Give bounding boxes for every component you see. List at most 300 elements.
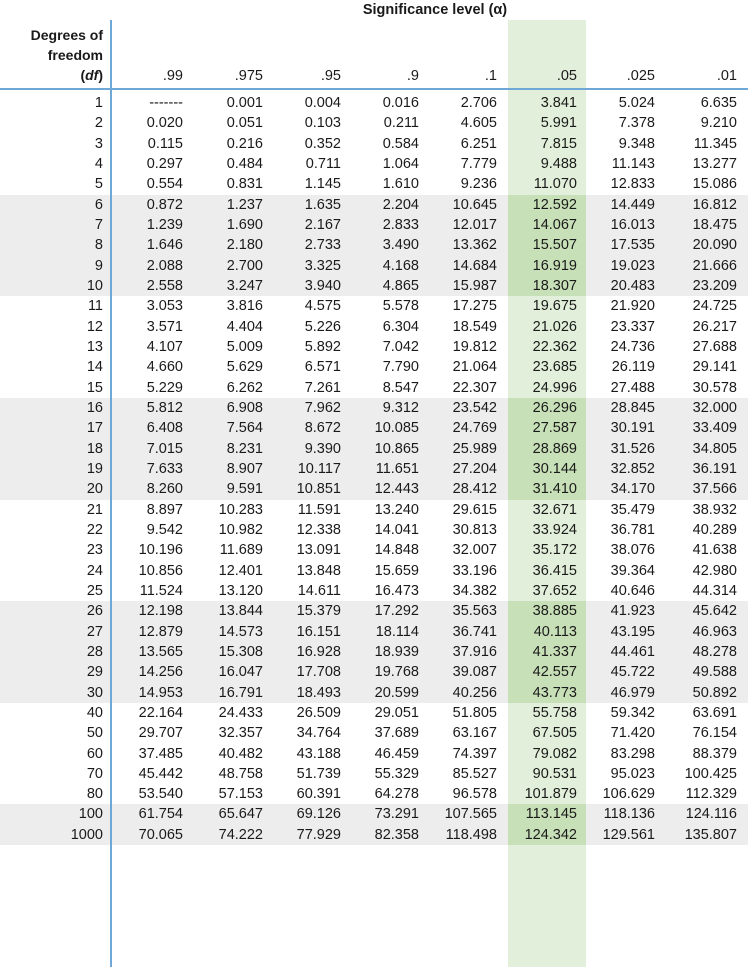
table-row bbox=[0, 256, 748, 276]
value-cell: 12.401 bbox=[218, 562, 263, 579]
table-row bbox=[0, 703, 748, 723]
value-cell: 0.554 bbox=[146, 176, 183, 193]
value-cell: 2.733 bbox=[304, 237, 341, 254]
value-cell: 0.216 bbox=[226, 135, 263, 152]
value-cell: 26.509 bbox=[296, 704, 341, 721]
value-cell: 27.488 bbox=[610, 379, 655, 396]
value-cell: 7.378 bbox=[618, 115, 655, 132]
value-cell: 13.362 bbox=[452, 237, 497, 254]
value-cell: 36.781 bbox=[610, 521, 655, 538]
value-cell: 51.739 bbox=[296, 765, 341, 782]
df-cell: 1000 bbox=[70, 826, 103, 843]
value-cell: 22.362 bbox=[532, 338, 577, 355]
value-cell: 16.919 bbox=[508, 256, 586, 276]
df-cell: 3 bbox=[94, 135, 103, 152]
value-cell: 6.635 bbox=[700, 95, 737, 111]
value-cell: 18.549 bbox=[452, 318, 497, 335]
value-cell: 49.588 bbox=[692, 664, 737, 681]
value-cell: 7.815 bbox=[540, 135, 577, 152]
df-cell: 2 bbox=[94, 115, 103, 132]
value-cell: 0.211 bbox=[383, 115, 419, 132]
value-cell: 24.433 bbox=[218, 704, 263, 721]
value-cell: 17.535 bbox=[610, 237, 655, 254]
table-row bbox=[0, 154, 748, 174]
value-cell: 29.051 bbox=[374, 704, 419, 721]
value-cell: ------- bbox=[149, 95, 183, 111]
value-cell: 37.485 bbox=[138, 745, 183, 762]
value-cell: 17.708 bbox=[296, 664, 341, 681]
value-cell: 129.561 bbox=[602, 826, 655, 843]
value-cell: 5.629 bbox=[226, 359, 263, 376]
value-cell: 33.924 bbox=[532, 521, 577, 538]
value-cell: 4.168 bbox=[382, 257, 419, 274]
value-cell: 5.024 bbox=[618, 95, 655, 111]
value-cell: 10.856 bbox=[138, 562, 183, 579]
value-cell: 11.143 bbox=[611, 155, 655, 172]
value-cell: 35.563 bbox=[452, 603, 497, 620]
value-cell: 35.172 bbox=[532, 542, 577, 559]
value-cell: 36.415 bbox=[532, 562, 577, 579]
value-cell: 0.831 bbox=[226, 176, 263, 193]
value-cell: 113.145 bbox=[508, 804, 586, 824]
alpha-header-7: .01 bbox=[716, 68, 737, 84]
value-cell: 18.114 bbox=[375, 623, 419, 640]
value-cell: 7.042 bbox=[382, 338, 419, 355]
value-cell: 9.542 bbox=[146, 521, 183, 538]
value-cell: 12.833 bbox=[610, 176, 655, 193]
value-cell: 2.706 bbox=[460, 95, 497, 111]
value-cell: 12.443 bbox=[374, 481, 419, 498]
table-row bbox=[0, 439, 748, 459]
value-cell: 23.337 bbox=[610, 318, 655, 335]
value-cell: 45.722 bbox=[610, 664, 655, 681]
value-cell: 77.929 bbox=[296, 826, 341, 843]
value-cell: 100.425 bbox=[684, 765, 737, 782]
value-cell: 26.217 bbox=[692, 318, 737, 335]
value-cell: 8.547 bbox=[382, 379, 419, 396]
alpha-header-6: .025 bbox=[626, 68, 655, 84]
value-cell: 19.675 bbox=[532, 298, 577, 315]
value-cell: 6.571 bbox=[304, 359, 341, 376]
value-cell: 16.791 bbox=[218, 684, 263, 701]
value-cell: 118.136 bbox=[603, 806, 655, 823]
value-cell: 24.736 bbox=[610, 338, 655, 355]
value-cell: 2.088 bbox=[146, 257, 183, 274]
value-cell: 1.635 bbox=[304, 196, 341, 213]
value-cell: 7.261 bbox=[304, 379, 341, 396]
table-row bbox=[0, 337, 748, 357]
value-cell: 23.209 bbox=[692, 277, 737, 294]
df-cell: 10 bbox=[86, 277, 103, 294]
table-row bbox=[0, 520, 748, 540]
value-cell: 61.754 bbox=[138, 806, 183, 823]
value-cell: 5.009 bbox=[226, 338, 263, 355]
value-cell: 8.907 bbox=[226, 460, 263, 477]
value-cell: 10.865 bbox=[374, 440, 419, 457]
value-cell: 11.689 bbox=[219, 542, 263, 559]
value-cell: 29.615 bbox=[452, 501, 497, 518]
value-cell: 20.599 bbox=[374, 684, 419, 701]
table-row bbox=[0, 113, 748, 133]
value-cell: 9.312 bbox=[382, 399, 419, 416]
value-cell: 18.939 bbox=[374, 643, 419, 660]
value-cell: 76.154 bbox=[692, 725, 737, 742]
df-cell: 40 bbox=[86, 704, 103, 721]
value-cell: 44.314 bbox=[692, 582, 737, 599]
value-cell: 28.412 bbox=[452, 481, 497, 498]
value-cell: 3.325 bbox=[304, 257, 341, 274]
df-cell: 6 bbox=[94, 196, 103, 213]
value-cell: 10.085 bbox=[374, 420, 419, 437]
value-cell: 79.082 bbox=[532, 745, 577, 762]
value-cell: 63.691 bbox=[692, 704, 737, 721]
value-cell: 20.483 bbox=[610, 277, 655, 294]
value-cell: 38.885 bbox=[508, 601, 586, 621]
value-cell: 3.053 bbox=[146, 298, 183, 315]
value-cell: 82.358 bbox=[374, 826, 419, 843]
value-cell: 14.611 bbox=[297, 582, 341, 599]
value-cell: 3.816 bbox=[226, 298, 263, 315]
value-cell: 21.026 bbox=[532, 318, 577, 335]
alpha-header-3: .9 bbox=[406, 68, 419, 84]
value-cell: 26.296 bbox=[508, 398, 586, 418]
value-cell: 90.531 bbox=[532, 765, 577, 782]
df-cell: 21 bbox=[86, 501, 103, 518]
value-cell: 16.047 bbox=[218, 664, 263, 681]
alpha-header-1: .975 bbox=[234, 68, 263, 84]
significance-title: Significance level (α) bbox=[362, 2, 508, 18]
value-cell: 27.204 bbox=[452, 460, 497, 477]
value-cell: 0.352 bbox=[304, 135, 341, 152]
df-cell: 15 bbox=[86, 379, 103, 396]
value-cell: 1.610 bbox=[382, 176, 419, 193]
value-cell: 38.932 bbox=[692, 501, 737, 518]
value-cell: 19.023 bbox=[610, 257, 655, 274]
value-cell: 83.298 bbox=[610, 745, 655, 762]
value-cell: 40.113 bbox=[508, 622, 586, 642]
value-cell: 32.007 bbox=[452, 542, 497, 559]
value-cell: 0.051 bbox=[226, 115, 263, 132]
value-cell: 0.484 bbox=[226, 155, 263, 172]
value-cell: 28.869 bbox=[508, 439, 586, 459]
table-row bbox=[0, 174, 748, 194]
table-row bbox=[0, 276, 748, 296]
value-cell: 8.897 bbox=[146, 501, 183, 518]
value-cell: 7.015 bbox=[146, 440, 183, 457]
value-cell: 4.575 bbox=[304, 298, 341, 315]
value-cell: 23.542 bbox=[452, 399, 497, 416]
value-cell: 26.119 bbox=[611, 359, 655, 376]
value-cell: 42.557 bbox=[508, 662, 586, 682]
value-cell: 6.908 bbox=[226, 399, 263, 416]
value-cell: 112.329 bbox=[685, 786, 737, 803]
value-cell: 37.566 bbox=[692, 481, 737, 498]
value-cell: 15.507 bbox=[508, 235, 586, 255]
value-cell: 33.409 bbox=[692, 420, 737, 437]
value-cell: 14.684 bbox=[452, 257, 497, 274]
table-row bbox=[0, 235, 748, 255]
df-cell: 29 bbox=[86, 664, 103, 681]
value-cell: 21.666 bbox=[692, 257, 737, 274]
value-cell: 28.845 bbox=[610, 399, 655, 416]
alpha-header-4: .1 bbox=[484, 68, 497, 84]
value-cell: 30.578 bbox=[692, 379, 737, 396]
value-cell: 5.892 bbox=[304, 338, 341, 355]
value-cell: 73.291 bbox=[374, 806, 419, 823]
value-cell: 4.107 bbox=[146, 338, 183, 355]
value-cell: 7.962 bbox=[304, 399, 341, 416]
value-cell: 37.689 bbox=[374, 725, 419, 742]
value-cell: 50.892 bbox=[692, 684, 737, 701]
value-cell: 11.651 bbox=[375, 460, 419, 477]
df-cell: 24 bbox=[86, 562, 103, 579]
value-cell: 14.848 bbox=[374, 542, 419, 559]
table-row bbox=[0, 540, 748, 560]
value-cell: 7.779 bbox=[460, 155, 497, 172]
value-cell: 25.989 bbox=[452, 440, 497, 457]
value-cell: 17.292 bbox=[374, 603, 419, 620]
value-cell: 70.065 bbox=[138, 826, 183, 843]
value-cell: 118.498 bbox=[445, 826, 497, 843]
value-cell: 17.275 bbox=[452, 298, 497, 315]
value-cell: 15.379 bbox=[296, 603, 341, 620]
value-cell: 29.707 bbox=[138, 725, 183, 742]
value-cell: 14.041 bbox=[374, 521, 419, 538]
value-cell: 19.812 bbox=[452, 338, 497, 355]
value-cell: 7.790 bbox=[382, 359, 419, 376]
value-cell: 48.278 bbox=[692, 643, 737, 660]
value-cell: 29.141 bbox=[692, 359, 737, 376]
df-cell: 16 bbox=[86, 399, 103, 416]
table-row bbox=[0, 418, 748, 438]
value-cell: 8.672 bbox=[304, 420, 341, 437]
table-row bbox=[0, 134, 748, 154]
value-cell: 7.633 bbox=[146, 460, 183, 477]
value-cell: 40.482 bbox=[218, 745, 263, 762]
table-row bbox=[0, 723, 748, 743]
value-cell: 3.571 bbox=[146, 318, 183, 335]
table-row bbox=[0, 581, 748, 601]
df-cell: 14 bbox=[86, 359, 103, 376]
alpha-header-2: .95 bbox=[320, 68, 341, 84]
df-cell: 100 bbox=[78, 806, 103, 823]
value-cell: 8.231 bbox=[226, 440, 263, 457]
df-cell: 20 bbox=[86, 481, 103, 498]
value-cell: 106.629 bbox=[602, 786, 655, 803]
value-cell: 2.558 bbox=[146, 277, 183, 294]
value-cell: 44.461 bbox=[610, 643, 655, 660]
value-cell: 124.342 bbox=[508, 825, 586, 845]
df-cell: 5 bbox=[94, 176, 103, 193]
value-cell: 37.916 bbox=[452, 643, 497, 660]
df-cell: 70 bbox=[86, 765, 103, 782]
alpha-header-5: .05 bbox=[556, 68, 577, 84]
value-cell: 60.391 bbox=[296, 786, 341, 803]
value-cell: 3.841 bbox=[540, 95, 577, 111]
df-cell: 30 bbox=[86, 684, 103, 701]
table-row bbox=[0, 764, 748, 784]
value-cell: 8.260 bbox=[146, 481, 183, 498]
value-cell: 0.872 bbox=[146, 196, 183, 213]
value-cell: 0.711 bbox=[305, 155, 341, 172]
value-cell: 1.237 bbox=[226, 196, 263, 213]
value-cell: 2.204 bbox=[382, 196, 419, 213]
value-cell: 0.004 bbox=[304, 95, 341, 111]
value-cell: 18.475 bbox=[692, 216, 737, 233]
value-cell: 5.812 bbox=[146, 399, 183, 416]
value-cell: 13.565 bbox=[138, 643, 183, 660]
value-cell: 9.390 bbox=[304, 440, 341, 457]
value-cell: 38.076 bbox=[610, 542, 655, 559]
value-cell: 20.090 bbox=[692, 237, 737, 254]
value-cell: 36.191 bbox=[692, 460, 737, 477]
value-cell: 53.540 bbox=[138, 786, 183, 803]
value-cell: 15.308 bbox=[218, 643, 263, 660]
value-cell: 3.940 bbox=[304, 277, 341, 294]
value-cell: 14.573 bbox=[218, 623, 263, 640]
value-cell: 16.151 bbox=[296, 623, 341, 640]
value-cell: 12.198 bbox=[138, 603, 183, 620]
value-cell: 13.120 bbox=[218, 582, 263, 599]
value-cell: 4.404 bbox=[226, 318, 263, 335]
df-title-line3: (df) bbox=[80, 67, 103, 83]
value-cell: 30.144 bbox=[508, 459, 586, 479]
value-cell: 9.591 bbox=[226, 481, 263, 498]
value-cell: 59.342 bbox=[610, 704, 655, 721]
value-cell: 6.408 bbox=[146, 420, 183, 437]
value-cell: 65.647 bbox=[218, 806, 263, 823]
value-cell: 45.442 bbox=[138, 765, 183, 782]
df-cell: 50 bbox=[86, 725, 103, 742]
value-cell: 30.191 bbox=[610, 420, 655, 437]
value-cell: 24.769 bbox=[452, 420, 497, 437]
value-cell: 74.222 bbox=[218, 826, 263, 843]
table-row bbox=[0, 561, 748, 581]
value-cell: 39.364 bbox=[610, 562, 655, 579]
header-rule bbox=[0, 88, 748, 90]
value-cell: 2.833 bbox=[382, 216, 419, 233]
value-cell: 34.170 bbox=[610, 481, 655, 498]
value-cell: 45.642 bbox=[692, 603, 737, 620]
value-cell: 1.145 bbox=[304, 176, 341, 193]
value-cell: 95.023 bbox=[610, 765, 655, 782]
value-cell: 32.357 bbox=[218, 725, 263, 742]
df-cell: 4 bbox=[94, 155, 103, 172]
value-cell: 40.256 bbox=[452, 684, 497, 701]
value-cell: 10.117 bbox=[297, 460, 341, 477]
value-cell: 10.196 bbox=[138, 542, 183, 559]
table-row bbox=[0, 662, 748, 682]
value-cell: 4.660 bbox=[146, 359, 183, 376]
value-cell: 5.229 bbox=[146, 379, 183, 396]
value-cell: 32.852 bbox=[610, 460, 655, 477]
value-cell: 0.297 bbox=[146, 155, 183, 172]
table-row bbox=[0, 479, 748, 499]
value-cell: 107.565 bbox=[444, 806, 497, 823]
value-cell: 11.591 bbox=[297, 501, 341, 518]
value-cell: 74.397 bbox=[452, 745, 497, 762]
value-cell: 0.115 bbox=[147, 135, 183, 152]
value-cell: 46.979 bbox=[610, 684, 655, 701]
table-row bbox=[0, 296, 748, 316]
value-cell: 6.262 bbox=[226, 379, 263, 396]
table-row bbox=[0, 683, 748, 703]
value-cell: 33.196 bbox=[452, 562, 497, 579]
value-cell: 135.807 bbox=[684, 826, 737, 843]
value-cell: 16.473 bbox=[374, 582, 419, 599]
value-cell: 5.578 bbox=[382, 298, 419, 315]
value-cell: 12.017 bbox=[452, 216, 497, 233]
value-cell: 10.851 bbox=[296, 481, 341, 498]
value-cell: 13.240 bbox=[374, 501, 419, 518]
table-row bbox=[0, 215, 748, 235]
value-cell: 23.685 bbox=[532, 359, 577, 376]
table-row bbox=[0, 804, 748, 824]
value-cell: 10.645 bbox=[452, 196, 497, 213]
value-cell: 16.013 bbox=[610, 216, 655, 233]
value-cell: 37.652 bbox=[532, 582, 577, 599]
value-cell: 21.920 bbox=[610, 298, 655, 315]
value-cell: 2.167 bbox=[304, 216, 341, 233]
vertical-rule bbox=[110, 20, 112, 967]
value-cell: 16.928 bbox=[296, 643, 341, 660]
df-cell: 27 bbox=[86, 623, 103, 640]
value-cell: 11.070 bbox=[533, 176, 577, 193]
value-cell: 39.087 bbox=[452, 664, 497, 681]
value-cell: 0.016 bbox=[382, 95, 419, 111]
value-cell: 46.459 bbox=[374, 745, 419, 762]
table-body bbox=[0, 93, 748, 845]
df-abbrev: df bbox=[85, 67, 99, 83]
value-cell: 34.382 bbox=[452, 582, 497, 599]
value-cell: 14.067 bbox=[508, 215, 586, 235]
value-cell: 71.420 bbox=[610, 725, 655, 742]
df-cell: 11 bbox=[87, 298, 103, 315]
value-cell: 5.991 bbox=[540, 115, 577, 132]
value-cell: 14.449 bbox=[610, 196, 655, 213]
value-cell: 40.646 bbox=[610, 582, 655, 599]
value-cell: 67.505 bbox=[532, 725, 577, 742]
df-cell: 8 bbox=[94, 237, 103, 254]
value-cell: 18.493 bbox=[296, 684, 341, 701]
value-cell: 48.758 bbox=[218, 765, 263, 782]
value-cell: 11.345 bbox=[693, 135, 737, 152]
value-cell: 96.578 bbox=[452, 786, 497, 803]
table-row bbox=[0, 784, 748, 804]
value-cell: 24.996 bbox=[532, 379, 577, 396]
value-cell: 27.688 bbox=[692, 338, 737, 355]
value-cell: 42.980 bbox=[692, 562, 737, 579]
table-row bbox=[0, 357, 748, 377]
value-cell: 13.844 bbox=[218, 603, 263, 620]
value-cell: 2.180 bbox=[226, 237, 263, 254]
value-cell: 1.646 bbox=[146, 237, 183, 254]
value-cell: 13.848 bbox=[296, 562, 341, 579]
value-cell: 85.527 bbox=[452, 765, 497, 782]
table-row bbox=[0, 601, 748, 621]
df-cell: 17 bbox=[86, 420, 103, 437]
value-cell: 35.479 bbox=[610, 501, 655, 518]
df-cell: 80 bbox=[86, 786, 103, 803]
value-cell: 51.805 bbox=[452, 704, 497, 721]
table-row bbox=[0, 500, 748, 520]
value-cell: 46.963 bbox=[692, 623, 737, 640]
value-cell: 43.773 bbox=[508, 683, 586, 703]
value-cell: 32.000 bbox=[692, 399, 737, 416]
value-cell: 12.879 bbox=[138, 623, 183, 640]
value-cell: 5.226 bbox=[304, 318, 341, 335]
value-cell: 4.865 bbox=[382, 277, 419, 294]
